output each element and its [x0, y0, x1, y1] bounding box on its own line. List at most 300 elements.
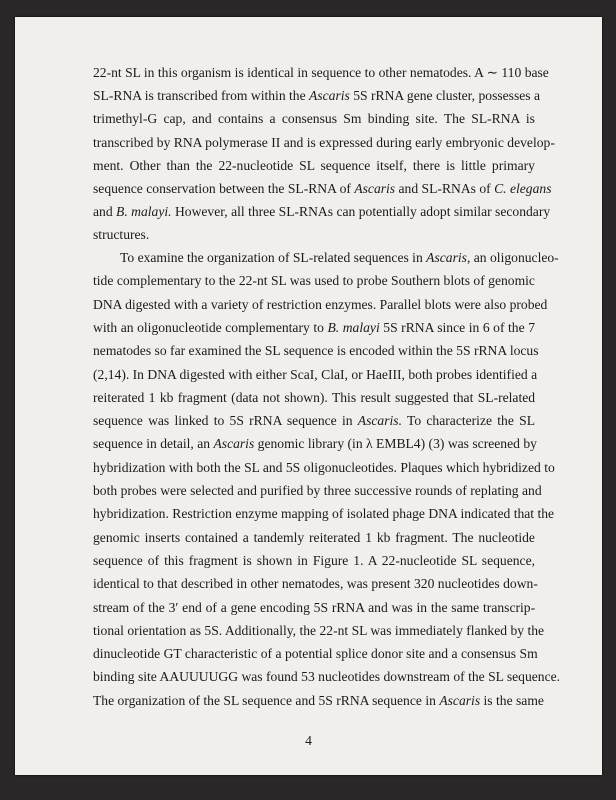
- word: gene: [406, 88, 433, 104]
- word: Sm: [343, 111, 362, 127]
- word: genomic: [257, 436, 305, 452]
- word: is: [242, 552, 252, 568]
- word: the: [203, 692, 220, 708]
- word: fragment.: [395, 529, 448, 545]
- text-line: [93, 179, 552, 199]
- word: is: [306, 134, 316, 150]
- word: also: [484, 296, 507, 312]
- word: DNA: [428, 506, 458, 522]
- word: same: [451, 599, 480, 615]
- word: (data: [231, 389, 259, 405]
- word: little: [461, 157, 486, 173]
- word: far: [170, 343, 186, 359]
- word: To: [120, 250, 135, 265]
- word: successive: [354, 483, 412, 498]
- word: 5S: [313, 599, 329, 615]
- word: ∼: [486, 65, 498, 80]
- word: than: [166, 157, 190, 173]
- word: polymerase: [205, 134, 268, 150]
- word: encoded: [349, 343, 395, 359]
- page-number: 4: [305, 733, 312, 748]
- word: However,: [174, 204, 228, 220]
- text-line: [93, 644, 538, 664]
- word: not: [262, 389, 281, 405]
- word: sequence: [283, 343, 334, 359]
- text-line: [93, 528, 535, 548]
- word: the: [496, 692, 513, 708]
- word: that: [513, 506, 535, 522]
- word: site: [406, 646, 426, 662]
- italic-word: Ascaris: [354, 181, 396, 196]
- word: fragment: [177, 389, 227, 405]
- word: ClaI,: [321, 366, 348, 382]
- word: ScaI,: [290, 366, 318, 382]
- word: the: [218, 273, 236, 289]
- word: SL: [519, 413, 536, 429]
- word: described: [181, 576, 234, 592]
- word: encoding: [260, 599, 310, 615]
- text-line: [93, 434, 535, 454]
- word: of: [479, 181, 491, 196]
- word: enzymes.: [325, 296, 377, 312]
- word: was: [447, 436, 469, 452]
- word: both: [196, 459, 221, 475]
- word: sequence: [311, 65, 362, 80]
- text-line: [93, 411, 535, 431]
- word: AAUUUUGG: [159, 669, 239, 685]
- word: locus: [509, 343, 539, 359]
- word: ment.: [93, 157, 124, 173]
- word: nucleotides: [437, 576, 500, 592]
- word: both: [408, 366, 433, 382]
- text-line: [93, 225, 535, 245]
- word: nucleotides: [318, 669, 381, 685]
- word: examined: [188, 343, 242, 359]
- italic-word: B.: [327, 319, 340, 335]
- word: suggested: [395, 389, 449, 405]
- word: organization: [117, 692, 186, 708]
- word: is: [234, 65, 244, 80]
- word: the: [289, 88, 306, 104]
- word: sequence,: [481, 552, 536, 568]
- word: and: [93, 204, 113, 220]
- word: other: [250, 576, 279, 592]
- word: this: [164, 552, 184, 568]
- word: consensus: [460, 646, 517, 662]
- word: sequence: [372, 692, 422, 708]
- word: was: [346, 576, 368, 592]
- word: EMBL4): [376, 436, 426, 452]
- word: adopt: [420, 204, 451, 220]
- word: site.: [415, 111, 438, 127]
- word: SL: [223, 692, 239, 708]
- word: Restriction: [172, 506, 232, 522]
- word: the: [497, 413, 514, 429]
- word: similar: [453, 204, 492, 220]
- word: (2,14).: [93, 366, 130, 382]
- word: the: [508, 319, 525, 335]
- word: 1: [365, 529, 372, 545]
- word: identified: [475, 366, 528, 382]
- word: is: [483, 692, 493, 708]
- word: was: [370, 622, 392, 638]
- word: of: [205, 599, 217, 615]
- word: hybridization: [93, 459, 166, 475]
- word: with: [228, 366, 253, 382]
- word: organism: [180, 65, 232, 80]
- word: between: [219, 181, 265, 196]
- word: either: [255, 366, 287, 382]
- text-line: [93, 458, 555, 478]
- word: three: [323, 483, 351, 498]
- text-line: [93, 248, 559, 268]
- word: 53: [301, 669, 315, 685]
- word: and: [295, 692, 316, 708]
- word: to: [342, 273, 354, 289]
- word: in: [416, 599, 428, 615]
- word: found: [266, 669, 298, 685]
- word: end: [182, 599, 202, 615]
- word: sequence: [242, 692, 292, 708]
- word: and: [428, 646, 449, 662]
- text-line: [93, 295, 548, 315]
- word: same: [516, 692, 544, 708]
- word: transcribed: [157, 88, 218, 104]
- word: sequence: [93, 552, 143, 568]
- word: SL-related: [477, 389, 536, 405]
- word: within: [250, 88, 286, 104]
- word: to: [313, 319, 324, 335]
- word: present: [371, 576, 411, 592]
- word: 5S: [318, 692, 333, 708]
- word: structures.: [93, 227, 150, 243]
- word: potentially: [358, 204, 417, 220]
- word: possesses: [478, 88, 531, 104]
- word: Other: [129, 157, 161, 173]
- word: in: [468, 319, 480, 335]
- word: fragment: [188, 552, 238, 568]
- text-line: [93, 551, 535, 571]
- word: A: [474, 65, 484, 80]
- italic-word: C.: [494, 181, 507, 196]
- word: and: [398, 181, 419, 196]
- word: orientation: [127, 622, 187, 638]
- word: the: [195, 157, 213, 173]
- word: from: [221, 88, 248, 104]
- word: trimethyl-G: [93, 111, 158, 127]
- word: characterize: [426, 413, 493, 429]
- word: is: [445, 157, 456, 173]
- word: contained: [185, 529, 238, 545]
- word: the: [148, 599, 165, 615]
- word: of: [455, 483, 467, 498]
- word: downstream: [383, 669, 450, 685]
- word: and: [283, 134, 304, 150]
- word: rRNA: [401, 319, 434, 335]
- word: was: [289, 273, 311, 289]
- word: by: [156, 134, 171, 150]
- word: the: [527, 622, 545, 638]
- word: 3′: [168, 599, 179, 615]
- word: complementary: [116, 273, 202, 289]
- word: is: [336, 343, 346, 359]
- word: variety: [210, 296, 249, 312]
- word: The: [452, 529, 474, 545]
- word: other: [378, 65, 407, 80]
- word: to: [544, 459, 555, 475]
- word: a: [201, 296, 208, 312]
- word: in: [297, 65, 308, 80]
- word: sequence.: [506, 669, 561, 685]
- word: a: [531, 366, 538, 382]
- word: in: [412, 250, 423, 265]
- word: cluster,: [435, 88, 476, 104]
- word: of: [339, 181, 351, 196]
- word: in: [425, 692, 436, 708]
- word: a: [534, 88, 541, 104]
- italic-word: Ascaris: [309, 88, 350, 104]
- word: SL: [299, 157, 315, 173]
- word: hybridization.: [93, 506, 169, 522]
- word: blots: [424, 296, 452, 312]
- word: Southern: [391, 273, 441, 289]
- word: 110: [501, 65, 522, 80]
- word: probe: [356, 273, 388, 289]
- text-line: [93, 481, 542, 501]
- word: oligonucleo-: [490, 250, 559, 265]
- word: were: [454, 296, 481, 312]
- word: hybridized: [482, 459, 541, 475]
- word: SL: [461, 552, 477, 568]
- word: oligonucleotide: [137, 319, 222, 335]
- word: isolated: [346, 506, 390, 522]
- word: secondary: [495, 204, 551, 220]
- word: kb: [159, 389, 174, 405]
- word: by: [306, 483, 321, 498]
- word: sequence: [93, 181, 143, 196]
- word: within: [398, 343, 433, 359]
- text-line: [93, 621, 545, 641]
- word: embryonic: [445, 134, 504, 150]
- word: A: [367, 552, 377, 568]
- word: flanked: [466, 622, 508, 638]
- italic-word: B.: [116, 204, 128, 220]
- word: with: [93, 319, 118, 335]
- word: the: [299, 622, 317, 638]
- word: stream: [93, 599, 130, 615]
- word: SL-RNAs: [421, 181, 476, 196]
- word: and: [192, 111, 212, 127]
- text-line: [93, 341, 539, 361]
- word: 5S: [456, 343, 471, 359]
- word: linked: [174, 413, 209, 429]
- word: was: [241, 669, 263, 685]
- word: organization: [207, 250, 275, 265]
- word: DNA: [93, 296, 122, 312]
- word: inserts: [144, 529, 181, 545]
- word: This: [331, 389, 357, 405]
- word: nucleotide: [478, 529, 535, 545]
- text-line: [93, 86, 541, 106]
- word: 320: [414, 576, 435, 592]
- word: SL: [244, 459, 260, 475]
- word: RNA: [173, 134, 202, 150]
- word: complementary: [225, 319, 310, 335]
- word: so: [154, 343, 167, 359]
- word: HaeIII,: [366, 366, 405, 382]
- word: of: [147, 552, 160, 568]
- word: sequence: [320, 157, 371, 173]
- text-line: [93, 691, 544, 711]
- word: in: [143, 65, 155, 80]
- word: site: [137, 669, 157, 685]
- word: Parallel: [379, 296, 422, 312]
- word: binding: [93, 669, 135, 685]
- word: purified: [260, 483, 304, 498]
- word: binding: [367, 111, 410, 127]
- word: with: [168, 459, 194, 475]
- word: of: [252, 296, 264, 312]
- word: splice: [335, 646, 368, 662]
- word: of: [332, 506, 344, 522]
- word: SL-RNA: [287, 181, 337, 196]
- word: To: [406, 413, 422, 429]
- word: and: [237, 483, 257, 498]
- word: The: [93, 692, 115, 708]
- italic-word: malayi.: [131, 204, 172, 220]
- word: potential: [284, 646, 333, 662]
- word: dinucleotide: [93, 646, 161, 662]
- word: tandemly: [253, 529, 305, 545]
- word: 6: [482, 319, 490, 335]
- word: enzyme: [235, 506, 278, 522]
- word: rRNA: [473, 343, 507, 359]
- word: ,: [466, 250, 471, 265]
- word: develop-: [507, 134, 555, 150]
- word: sequence: [93, 436, 143, 452]
- word: an: [473, 250, 487, 265]
- word: or: [351, 366, 363, 382]
- word: tional: [93, 622, 124, 638]
- word: oligonucleotides.: [303, 459, 397, 475]
- word: immediately: [394, 622, 463, 638]
- word: genomic: [93, 529, 140, 545]
- word: probes: [435, 366, 473, 382]
- text-line: [93, 504, 555, 524]
- word: in: [341, 413, 353, 429]
- word: SL: [125, 65, 141, 80]
- word: expressed: [319, 134, 373, 150]
- word: The: [443, 111, 465, 127]
- word: was: [391, 599, 413, 615]
- word: indicated: [460, 506, 511, 522]
- word: of: [260, 646, 273, 662]
- italic-word: Ascaris.: [357, 413, 402, 429]
- word: was: [148, 413, 170, 429]
- word: digested: [179, 366, 225, 382]
- word: both: [93, 483, 118, 498]
- word: a: [269, 111, 276, 127]
- text-line: [93, 318, 535, 338]
- word: a: [220, 599, 227, 615]
- word: identical: [93, 576, 140, 592]
- word: Additionally,: [224, 622, 297, 638]
- word: 22-nt: [93, 65, 122, 80]
- word: the: [430, 599, 448, 615]
- word: is: [144, 88, 154, 104]
- word: is: [525, 111, 535, 127]
- word: 5S: [285, 459, 301, 475]
- word: 1: [148, 389, 156, 405]
- word: examine: [137, 250, 184, 265]
- word: down-: [503, 576, 538, 592]
- text-line: [93, 388, 535, 408]
- word: transcribed: [93, 134, 154, 150]
- word: rounds: [415, 483, 453, 498]
- italic-word: malayi: [342, 319, 380, 335]
- word: 5S.: [204, 622, 223, 638]
- word: in: [236, 576, 248, 592]
- word: reiterated: [93, 389, 145, 405]
- word: that: [157, 576, 178, 592]
- word: (in: [347, 436, 363, 452]
- text-line: [93, 109, 535, 129]
- text-line: [93, 133, 555, 153]
- word: 5S: [229, 413, 244, 429]
- word: and: [262, 459, 283, 475]
- word: Sm: [519, 646, 538, 662]
- word: with: [173, 296, 198, 312]
- word: 1.: [353, 552, 364, 568]
- word: there: [412, 157, 441, 173]
- word: DNA: [147, 366, 177, 382]
- word: an: [197, 436, 211, 452]
- word: consensus: [281, 111, 337, 127]
- word: early: [415, 134, 443, 150]
- word: replating: [470, 483, 519, 498]
- word: can: [336, 204, 356, 220]
- word: the: [187, 250, 204, 265]
- word: SL-RNA: [471, 111, 520, 127]
- word: 5S: [353, 88, 368, 104]
- word: to: [204, 273, 216, 289]
- word: Plaques: [400, 459, 443, 475]
- word: by: [523, 436, 537, 452]
- word: a: [275, 646, 282, 662]
- document-page: [15, 17, 602, 775]
- word: sequences: [353, 250, 409, 265]
- word: SL-RNA: [93, 88, 142, 104]
- word: probed: [509, 296, 548, 312]
- word: tide: [93, 273, 114, 289]
- word: 5S: [383, 319, 398, 335]
- word: used: [314, 273, 340, 289]
- word: of: [188, 692, 200, 708]
- word: restriction: [266, 296, 322, 312]
- word: of: [473, 273, 485, 289]
- word: SL: [270, 273, 287, 289]
- italic-word: elegans: [509, 181, 552, 196]
- text-line: [93, 574, 538, 594]
- word: transcrip-: [483, 599, 536, 615]
- word: 22-nt: [319, 622, 349, 638]
- word: of: [278, 250, 290, 265]
- word: GT: [163, 646, 182, 662]
- word: donor: [371, 646, 403, 662]
- word: as: [189, 622, 201, 638]
- word: the: [436, 343, 453, 359]
- word: primary: [491, 157, 535, 173]
